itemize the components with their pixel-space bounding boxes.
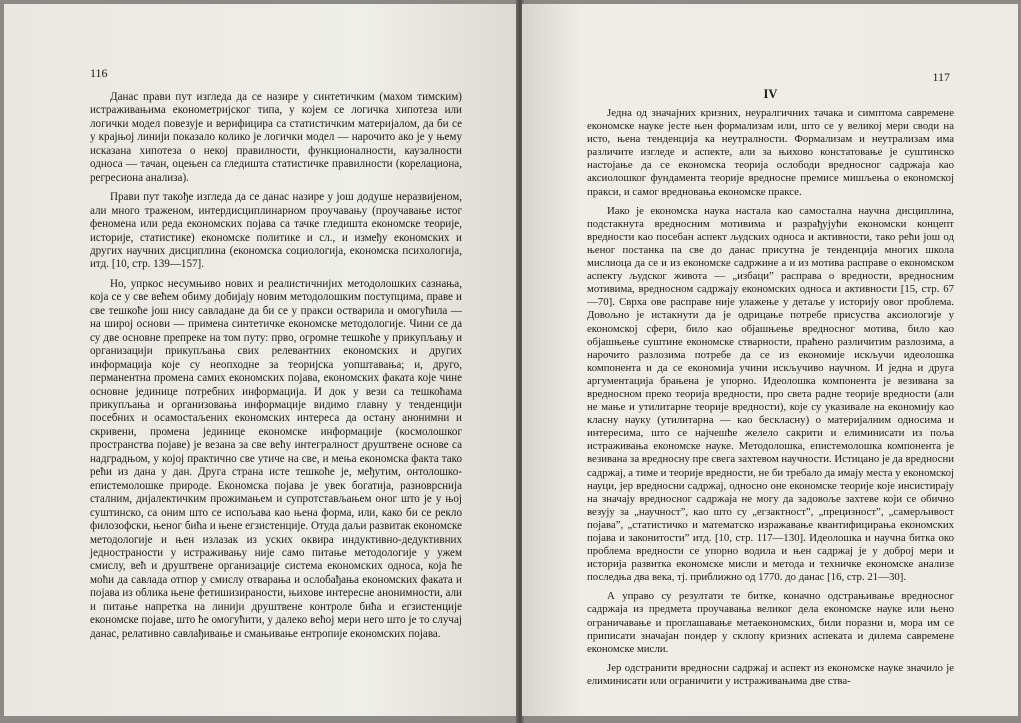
left-page xyxy=(4,4,518,716)
paragraph: Иако је економска наука настала као самостална научна дисциплина, подстакнута вредносним мотивима и разрађујући економски концепт вредности као посебан аспект људских односа и активности, тако рећи још од њеног постанка па све до данас присутна је тенденција многих школа мислиоца да се и из економске садржине а и из мотива расправе о економском аспекту људског живота — „избаци” расправа о вредности, вредносним мотивима, вредносном садржају економских односа и активности [15, стр. 67—70]. Сврха ове расправе није улажење у детаље у историју овог проблема. Довољно је истакнути да је одрицање потребе присуства аксиологије у економској сфери, било као објашњење вредносног мотива, било као објашњење суштине економске стварности, праћено различитим разлозима, а нарочито разлозима потребе да се из економије искључи идеолошка компонента и да се економија учини искључиво научном. И једна и друга аргументација брањена је упорно. Идеолошка компонента је везивана за вредносном преко теорија вредности, про света радне теорије вредности (али не мање и утилитарне теорије вредности), које су указивале на економију као класну науку (утилитарна — као бескласну) о материјалним односима и интересима, што се најчешће желело сакрити и елиминисати из поља истраживања економске науке. Методолошка, епистемолошка компонента је везивана за вредносну пре свега захтевом научности. Истицано је да вредносни садржај, а тиме и теорије вредности, не би требало да имају места у економској науци, јер вредносни садржај, односно оне економске теорије које инсистирају на значају вредносног садржаја не могу да задовоље захтеве који се обично везују за „научност”, као што су „егзактност”, „прецизност”, „самерљивост појава”, „статистичко и математско изражавање квантифицирања економских појава и законитости” итд. [10, стр. 117—130]. Идеолошка и научна битка око проблема вредности се упорно водила и њен садржај је у доброј мери и историја развитка економске мисли и метода и техничке економске анализе последња два века, тј. приближно од 1770. до данас [16, стр. 21—30]. xyxy=(587,204,954,584)
paragraph: Прави пут такође изгледа да се данас назире у још додуше неразвијеном, али много траженом, интердисциплинарном проучавању (проучавање истог феномена или реда економских појава са тачке гледишта економске теорије, историје, статистике) економске политике и сл., и између економских и других научних дисциплина (економска социологија, економска психологија, итд. [10, стр. 139—157]. xyxy=(90,191,462,271)
paragraph: Данас прави пут изгледа да се назире у синтетичким (махом тимским) истраживањима економетријског типа, у којем се логичка хипотеза или логички модел повезује и верифицира са статистичким материјалом, да би се у крајњој линији показало колико је логички модел — нарочито ако је у њему исказана хипотеза о некој правилности, функционалности, каузалности односа — тачан, оцењен са гледишта статистичке правилности (корелациона, регресиона анализа). xyxy=(90,91,462,184)
page-number: 116 xyxy=(90,66,108,80)
paragraph: Но, упркос несумњиво нових и реалистичнијих методолошких сазнања, која се у све већем обиму добијају новим методолошким поступцима, праве и све тешкоће још нису савладане да би се у пракси остварила и омогућила — на широј основи — примена синтетичке економске методологије. Чини се да су две основне препреке на том путу: прво, огромне тешкоће у прикупљању и организацији прикупљања свих релевантних економских и других информација које су неопходне за теоријска уопштавања; и, друго, перманентна промена самих економских појава, економских факата које чине основне јединице потребних информација. И док у вези са тешкоћама прикупљања и организовања информације видимо главну у тенденцији посебних и осамостаљених економских интереса да остану анонимни и скривени, промена јединице економске информације (космолошког пространства појаве) је везана за све већу интегралност друштвене основе са надградњом, у којој практично све утиче на све, и мења економска факта тако рећи из дана у дан. Друга страна исте тешкоће је, међутим, онтолошко-епистемолошке природе. Економска појава је увек богатија, разноврснија сталним, дијалектичким прожимањем и супротстављањем оног што је у њој суштинско, са оним што се испољава као њена форма, или, како би се рекло филозофски, њеног бића и њене егзистенције. Отуда даљи развитак економске методологије и њен излазак из уских оквира индуктивно-дедуктивних једностраности у истраживању није само питање методологије у ужем смислу, већ и друштвене организације система економских односа, која ће моћи да савлада отпор у смислу отварања и ослобађања економских факата и појава из облика њене фетишизираности, њихове интересне анонимности, али и питање напретка на линији друштвене контроле бића и егзистенције економске појаве, што ће омогућити, у далеко већој мери него што је то случај данас, релативно савлађивање и смањивање ентропије економских појава. xyxy=(90,277,462,640)
page-number: 117 xyxy=(932,70,950,84)
paragraph: Једна од значајних кризних, неуралгичних тачака и симптома савремене економске науке јесте њен формализам или, што се у великој мери своди на исто, њена тенденција ка неутралности. Формализам и неутрализам има различите изгледе и аспекте, али за њихово констатовање је суштинско настојање да се економска теорија ослободи вредносног садржаја као аксиолошког фундамента теорије вредносне премисе мишљења о економској пракси, и самог вредновања економске праксе. xyxy=(587,107,954,198)
paragraph: Јер одстранити вредносни садржај и аспект из економске науке значило је елиминисати или ограничити у истраживањима две ства- xyxy=(587,661,954,687)
right-page-text xyxy=(587,87,954,694)
paragraph: А управо су резултати те битке, коначно одстрањивање вредносног садржаја из предмета проучавања великог дела економске науке или њено ограничавање и проглашавање метаекономских, били поразни и, мора им се приписати значајан пондер у склопу кризних аспеката и дилема савремене економске мисли. xyxy=(587,590,954,655)
chapter-heading: IV xyxy=(763,87,778,101)
left-page-text xyxy=(90,91,462,647)
